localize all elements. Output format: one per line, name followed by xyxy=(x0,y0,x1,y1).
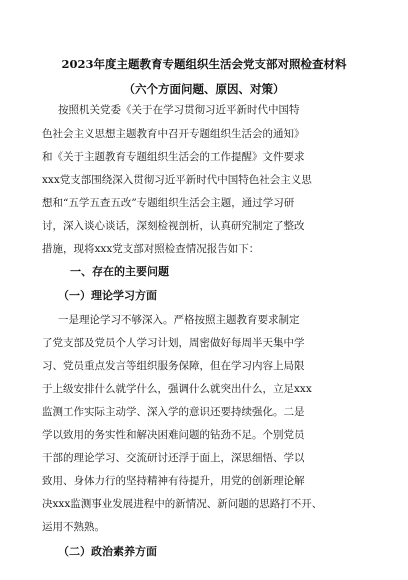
body-line: 习、党员重点发言等组织服务保障，但在学习内容上局限 xyxy=(42,360,305,372)
body-line: 了党支部及党员个人学习计划，周密做好每周半天集中学 xyxy=(42,337,305,349)
document-subtitle: （六个方面问题、原因、对策） xyxy=(123,82,285,96)
intro-line: 讨，深入谈心谈话，深刻检视剖析，认真研究制定了整改 xyxy=(42,220,305,232)
document-title: 2023年度主题教育专题组织生活会党支部对照检查材料 xyxy=(61,57,347,71)
subsection-heading: （一）理论学习方面 xyxy=(58,289,157,302)
body-line: 运用不熟熟。 xyxy=(42,521,105,533)
intro-line: 色社会主义思想主题教育中召开专题组织生活会的通知》 xyxy=(42,128,305,140)
body-line: 学以致用的务实性和解决困难问题的钻劲不足。个别党员 xyxy=(42,429,305,441)
intro-line: 措施，现将xxx党支部对照检查情况报告如下： xyxy=(42,243,260,255)
body-line: 致用、身体力行的坚持精神有待提升，用党的创新理论解 xyxy=(42,475,305,487)
intro-line: 想和“五学五查五改”专题组织生活会主题，通过学习研 xyxy=(42,197,295,209)
body-line: 监测工作实际主动学、深入学的意识还要持续强化。二是 xyxy=(42,406,305,418)
intro-line: xxx党支部围绕深入贯彻习近平新时代中国特色社会主义思 xyxy=(42,174,312,186)
subsection-heading: （二）政治素养方面 xyxy=(58,545,157,558)
body-line: 干部的理论学习、交流研讨还浮于面上，深思细悟、学以 xyxy=(42,452,305,464)
intro-line: 按照机关党委《关于在学习贯彻习近平新时代中国特 xyxy=(58,104,300,116)
body-line: 一是理论学习不够深入。严格按照主题教育要求制定 xyxy=(58,314,300,326)
body-line: 决xxx监测事业发展进程中的新情况、新问题的思路打不开、 xyxy=(42,498,323,510)
section-heading: 一、存在的主要问题 xyxy=(70,265,169,278)
body-line: 于上级安排什么就学什么，强调什么就突出什么，立足xxx xyxy=(42,383,312,395)
intro-line: 和《关于主题教育专题组织生活会的工作提醒》文件要求 xyxy=(42,151,305,163)
